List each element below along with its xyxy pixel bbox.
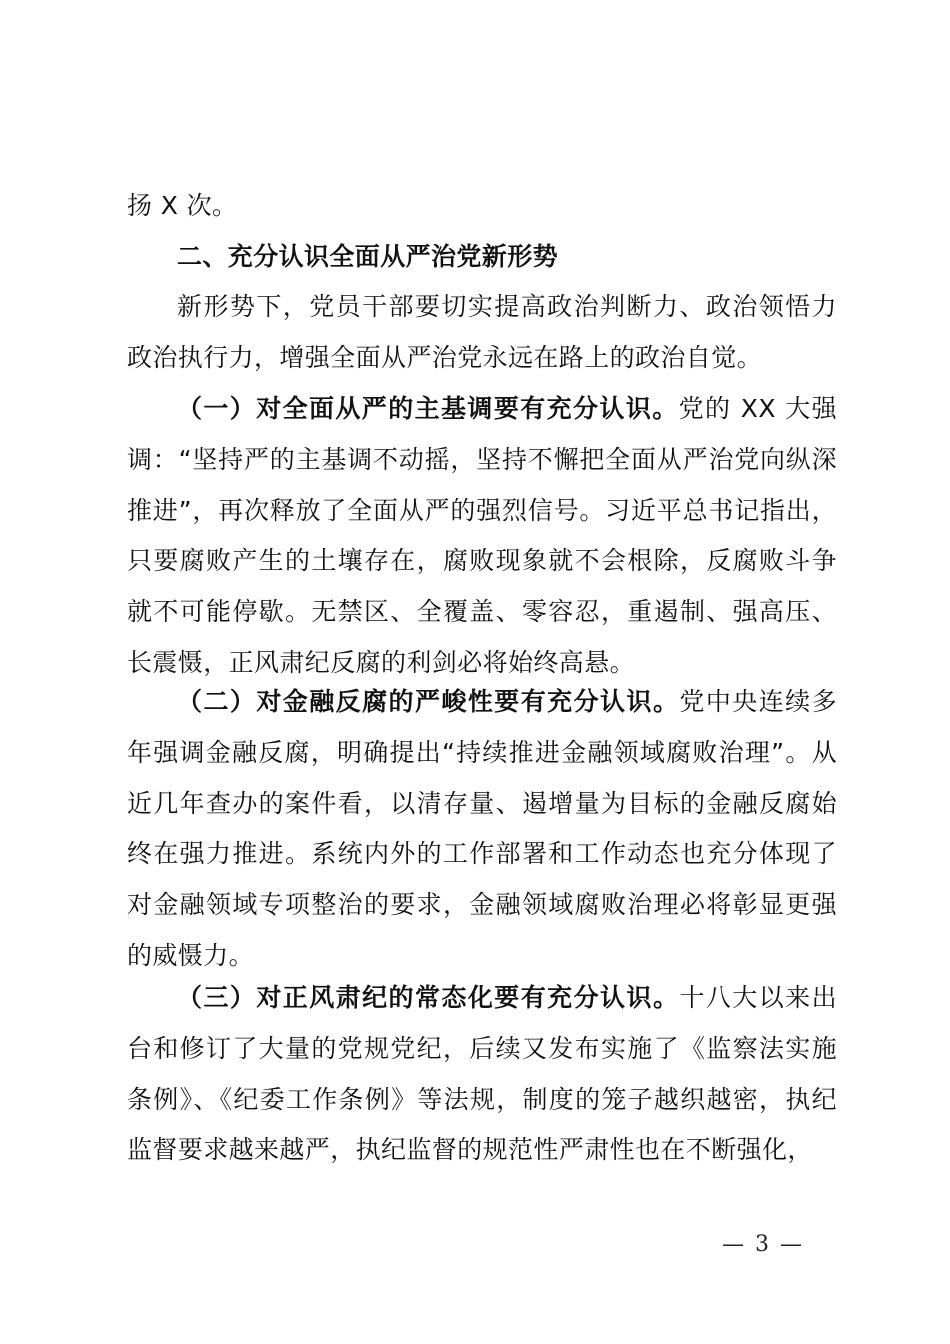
paragraph-1 (127, 384, 837, 689)
section-heading: 二、充分认识全面从严治党新形势 (177, 242, 559, 271)
paragraph-2-body: 党中央连续多年强调金融反腐，明确提出“持续推进金融领域腐败治理”。从近几年查办的案件看，以清存量、遏增量为目标的金融反腐始终在强力推进。系统内外的工作部署和工作动态也充分体现了对金融领域专项整治的要求，金融领域腐败治理必将彰显更强的威慑力。 (127, 687, 837, 970)
lead-fragment: 扬 X 次。 (127, 191, 238, 220)
paragraph-2 (127, 677, 837, 982)
intro-paragraph: 新形势下，党员干部要切实提高政治判断力、政治领悟力政治执行力，增强全面从严治党永远在路上的政治自觉。 (127, 292, 837, 372)
page-number: — 3 — (722, 1232, 804, 1257)
paragraph-1-body: 党的 XX 大强调：“坚持严的主基调不动摇，坚持不懈把全面从严治党向纵深推进”，再次释放了全面从严的强烈信号。习近平总书记指出，只要腐败产生的土壤存在，腐败现象就不会根除，反腐败斗争就不可能停歇。无禁区、全覆盖、零容忍，重遏制、强高压、长震慑，正风肃纪反腐的利剑必将始终高悬。 (127, 394, 837, 677)
paragraph-2-heading: （二）对金融反腐的严峻性要有充分认识。 (177, 687, 680, 716)
paragraph-3-body: 十八大以来出台和修订了大量的党规党纪，后续又发布实施了《监察法实施条例》、《纪委工作条例》等法规，制度的笼子越织越密，执纪监督要求越来越严，执纪监督的规范性严肃性也在不断强化， (127, 983, 837, 1165)
paragraph-3-heading: （三）对正风肃纪的常态化要有充分认识。 (177, 983, 680, 1012)
paragraph-1-heading: （一）对全面从严的主基调要有充分认识。 (177, 394, 679, 423)
paragraph-3 (127, 973, 837, 1176)
